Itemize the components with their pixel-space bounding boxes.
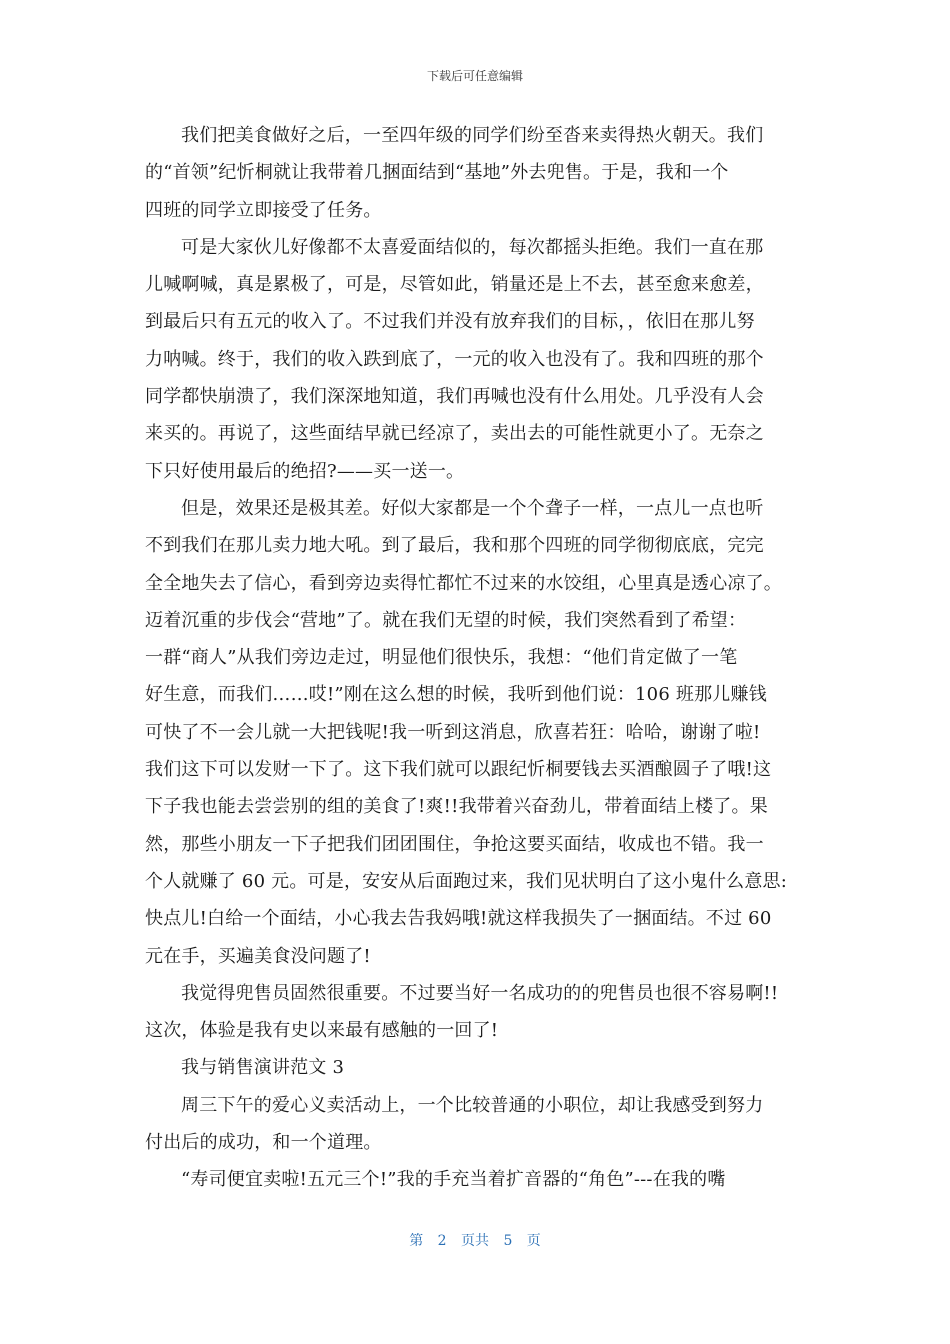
document-body xyxy=(145,117,805,1199)
text-line: 的“首领”纪忻桐就让我带着几捆面结到“基地”外去兜售。于是，我和一个 xyxy=(145,162,729,184)
text-line: 可快了不一会儿就一大把钱呢!我一听到这消息，欣喜若狂：哈哈，谢谢了啦! xyxy=(145,721,761,743)
text-line: 这次，体验是我有史以来最有感触的一回了! xyxy=(145,1020,499,1042)
text-line: 付出后的成功，和一个道理。 xyxy=(145,1132,382,1154)
text-line: 同学都快崩溃了，我们深深地知道，我们再喊也没有什么用处。几乎没有人会 xyxy=(145,386,764,408)
text-line: “寿司便宜卖啦!五元三个!”我的手充当着扩音器的“角色”---在我的嘴 xyxy=(181,1169,726,1191)
text-line: 我觉得兜售员固然很重要。不过要当好一名成功的的兜售员也很不容易啊!! xyxy=(181,982,779,1004)
text-line: 快点儿!白给一个面结，小心我去告我妈哦!就这样我损失了一捆面结。不过 60 xyxy=(145,908,772,930)
text-line: 全全地失去了信心，看到旁边卖得忙都忙不过来的水饺组，心里真是透心凉了。 xyxy=(145,572,782,594)
text-line: 然，那些小朋友一下子把我们团团围住，争抢这要买面结，收成也不错。我一 xyxy=(145,833,764,855)
text-line: 力呐喊。终于，我们的收入跌到底了，一元的收入也没有了。我和四班的那个 xyxy=(145,348,764,370)
text-line: 我们把美食做好之后，一至四年级的同学们纷至沓来卖得热火朝天。我们 xyxy=(181,125,764,146)
text-line: 但是，效果还是极其差。好似大家都是一个个聋子一样，一点儿一点也听 xyxy=(181,497,764,519)
text-line: 一群“商人”从我们旁边走过，明显他们很快乐，我想：“他们肯定做了一笔 xyxy=(145,647,738,669)
text-line: 下子我也能去尝尝别的组的美食了!爽!!我带着兴奋劲儿，带着面结上楼了。果 xyxy=(145,796,768,818)
page-footer: 第 2 页共 5 页 xyxy=(409,1233,541,1249)
text-line: 下只好使用最后的绝招?——买一送一。 xyxy=(145,460,465,482)
text-line: 儿喊啊喊，真是累极了，可是，尽管如此，销量还是上不去，甚至愈来愈差， xyxy=(145,274,764,296)
text-line: 四班的同学立即接受了任务。 xyxy=(145,199,382,221)
text-line: 元在手，买遍美食没问题了! xyxy=(145,945,371,967)
text-line: 周三下午的爱心义卖活动上，一个比较普通的小职位，却让我感受到努力 xyxy=(181,1094,764,1116)
text-line: 我们这下可以发财一下了。这下我们就可以跟纪忻桐要钱去买酒酿圆子了哦!这 xyxy=(145,759,772,781)
text-line: 到最后只有五元的收入了。不过我们并没有放弃我们的目标，，依旧在那儿努 xyxy=(145,311,755,333)
text-line: 好生意，而我们……哎!”刚在这么想的时候，我听到他们说：106 班那儿赚钱 xyxy=(145,684,767,706)
page-header: 下载后可任意编辑 xyxy=(426,69,523,83)
text-line: 来买的。再说了，这些面结早就已经凉了，卖出去的可能性就更小了。无奈之 xyxy=(145,423,764,445)
text-line: 迈着沉重的步伐会“营地”了。就在我们无望的时候，我们突然看到了希望： xyxy=(145,609,747,631)
text-line: 不到我们在那儿卖力地大吼。到了最后，我和那个四班的同学彻彻底底，完完 xyxy=(145,535,764,557)
text-line: 个人就赚了 60 元。可是，安安从后面跑过来，我们见状明白了这小鬼什么意思: xyxy=(145,870,788,892)
text-line: 可是大家伙儿好像都不太喜爱面结似的，每次都摇头拒绝。我们一直在那 xyxy=(181,236,764,258)
text-line: 我与销售演讲范文 3 xyxy=(181,1057,345,1079)
